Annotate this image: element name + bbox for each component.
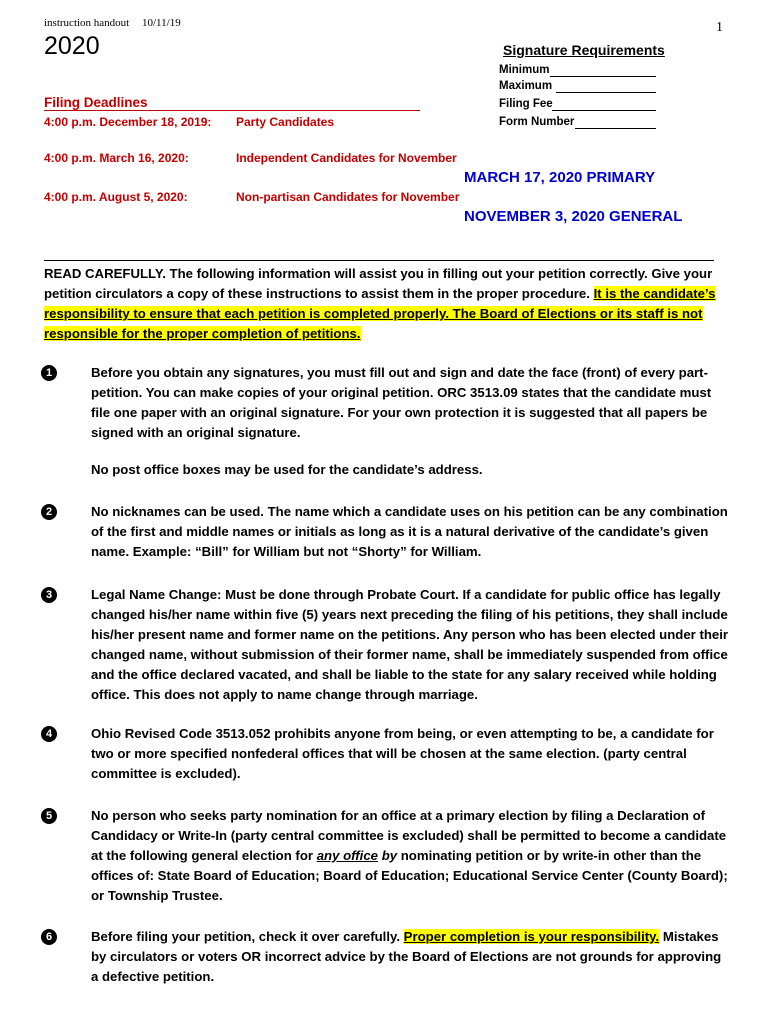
- maximum-blank: [556, 79, 656, 93]
- item-text-part: No person who seeks party nomination for an office at a primary election by filing a Declaration of Candidacy or Write-In (party central committee is excluded) shall be permitted to become a candidate at the following general election for: [91, 808, 727, 863]
- form-number-label: Form Number: [499, 116, 575, 128]
- signature-requirements-title: Signature Requirements: [503, 42, 665, 58]
- doc-date: 10/11/19: [142, 17, 181, 29]
- page-number: 1: [716, 20, 723, 35]
- section-divider: [44, 260, 714, 261]
- deadline-who: Independent Candidates for November: [236, 151, 457, 165]
- general-election: NOVEMBER 3, 2020 GENERAL: [464, 208, 683, 225]
- filing-fee-blank: [552, 97, 656, 111]
- deadline-when: 4:00 p.m. December 18, 2019:: [44, 115, 212, 129]
- item-highlight: Proper completion is your responsibility.: [403, 929, 660, 944]
- deadline-when: 4:00 p.m. March 16, 2020:: [44, 151, 189, 165]
- item-text: No nicknames can be used. The name which a candidate uses on his petition can be any combination of the first and middle names or initials as long as it is a natural derivative of the candidate’s given name. Example: “Bill” for William but not “Shorty” for William.: [91, 504, 728, 559]
- deadline-when: 4:00 p.m. August 5, 2020:: [44, 190, 188, 204]
- deadline-who: Non-partisan Candidates for November: [236, 190, 460, 204]
- deadline-who: Party Candidates: [236, 115, 335, 129]
- item-number-badge: 6: [41, 929, 57, 945]
- item-number-badge: 3: [41, 587, 57, 603]
- item-emphasis: by: [381, 848, 398, 863]
- minimum-label: Minimum: [499, 64, 550, 76]
- filing-deadlines-underline: [44, 96, 420, 111]
- minimum-blank: [550, 63, 656, 77]
- maximum-label: Maximum: [499, 80, 553, 92]
- doc-label: instruction handout: [44, 17, 130, 29]
- filing-fee-label: Filing Fee: [499, 98, 553, 110]
- item-text: Ohio Revised Code 3513.052 prohibits anyone from being, or even attempting to be, a candidate for two or more specified nonfederal offices that will be chosen at the same election. (party central committee is excluded).: [91, 726, 714, 781]
- item-number-badge: 5: [41, 808, 57, 824]
- intro-paragraph: [44, 264, 730, 344]
- item-number-badge: 4: [41, 726, 57, 742]
- item-number-badge: 2: [41, 504, 57, 520]
- form-number-blank: [575, 115, 656, 129]
- primary-election: MARCH 17, 2020 PRIMARY: [464, 169, 656, 186]
- item-text: [91, 927, 731, 987]
- item-emphasis: any office: [316, 848, 379, 863]
- intro-text: READ CAREFULLY. The following information will assist you in filling out your petition correctly. Give your petition circulators a copy of these instructions to assist them in the proper procedure.: [44, 266, 713, 301]
- page-year: 2020: [44, 32, 100, 60]
- item-note: No post office boxes may be used for the candidate’s address.: [91, 462, 483, 477]
- item-text: [91, 806, 731, 906]
- item-text-part: Mistakes by circulators or voters OR incorrect advice by the Board of Elections are not grounds for approving a defective petition.: [91, 929, 722, 984]
- item-text-part: nominating petition or by write-in other than the offices of: State Board of Education; Board of Education; Educational Service Center (County Board); or Township Trustee.: [91, 848, 728, 903]
- item-text: Legal Name Change: Must be done through Probate Court. If a candidate for public office has legally changed his/her name within five (5) years next preceding the filing of his petitions, they shall include his/her present name and former name on the petitions. Any person who has been elected under their changed name, without submission of their former name, shall be immediately suspended from office and the office declared vacated, and shall be liable to the state for any salary received while holding office. This does not apply to name change through marriage.: [91, 587, 729, 702]
- item-text-part: Before filing your petition, check it over carefully.: [91, 929, 404, 944]
- intro-highlight: It is the candidate’s responsibility to ensure that each petition is completed properly. The Board of Elections or its staff is not responsible for the proper completion of petitions.: [44, 286, 716, 341]
- filing-deadlines-title: Filing Deadlines: [44, 95, 148, 110]
- item-number-badge: 1: [41, 365, 57, 381]
- item-text: Before you obtain any signatures, you must fill out and sign and date the face (front) of every part-petition. You can make copies of your original petition. ORC 3513.09 states that the candidate must file one paper with an original signature. For your own protection it is suggested that all papers be signed with an original signature.: [91, 365, 712, 440]
